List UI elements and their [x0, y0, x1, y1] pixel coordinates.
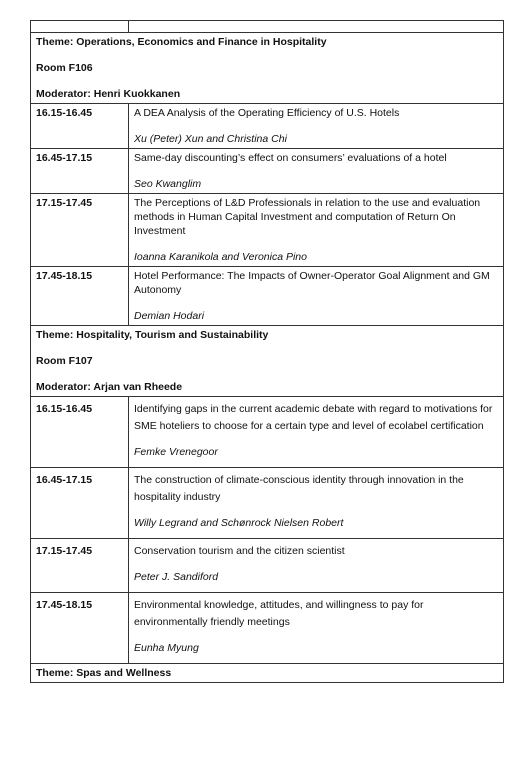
talk-authors: Willy Legrand and Schønrock Nielsen Robert: [134, 517, 344, 529]
talk-time: 16.15-16.45: [31, 104, 129, 149]
talk-authors: Ioanna Karanikola and Veronica Pino: [134, 251, 307, 263]
talk-title: Same-day discounting’s effect on consumers’ evaluations of a hotel: [134, 152, 447, 164]
talk-authors: Demian Hodari: [134, 310, 205, 322]
talk-title: Conservation tourism and the citizen scientist: [134, 545, 345, 557]
session-theme: Theme: Operations, Economics and Finance in Hospitality: [36, 36, 327, 48]
table-row: [31, 593, 504, 664]
session-header: [31, 326, 504, 397]
talk-title: The Perceptions of L&D Professionals in relation to the use and evaluation methods in Human Capital Investment and computation of Return On Investment: [134, 197, 481, 237]
talk-title: Identifying gaps in the current academic debate with regard to motivations for SME hoteliers to choose for a certain type and level of ecolabel certification: [134, 403, 493, 432]
session-header: [31, 33, 504, 104]
session-moderator: Moderator: Arjan van Rheede: [36, 381, 183, 393]
table-row: [31, 267, 504, 326]
talk-title: The construction of climate-conscious identity through innovation in the hospitality industry: [134, 474, 464, 503]
schedule-table: [30, 20, 504, 683]
talk-title: Hotel Performance: The Impacts of Owner-Operator Goal Alignment and GM Autonomy: [134, 270, 490, 296]
talk-authors: Seo Kwanglim: [134, 178, 202, 190]
session-theme: Theme: Spas and Wellness: [36, 667, 172, 679]
talk-title: Environmental knowledge, attitudes, and willingness to pay for environmentally friendly meetings: [134, 599, 424, 628]
talk-authors: Xu (Peter) Xun and Christina Chi: [134, 133, 287, 145]
talk-time: 16.45-17.15: [31, 468, 129, 539]
talk-authors: Femke Vrenegoor: [134, 446, 218, 458]
table-row: [31, 397, 504, 468]
talk-title: A DEA Analysis of the Operating Efficiency of U.S. Hotels: [134, 107, 400, 119]
talk-authors: Peter J. Sandiford: [134, 571, 219, 583]
session-header: [31, 664, 504, 683]
session-theme: Theme: Hospitality, Tourism and Sustainability: [36, 329, 269, 341]
talk-time: 17.45-18.15: [31, 267, 129, 326]
table-row: [31, 149, 504, 194]
session-moderator: Moderator: Henri Kuokkanen: [36, 88, 181, 100]
table-top-empty-row: [31, 21, 504, 33]
talk-time: 17.15-17.45: [31, 539, 129, 593]
talk-time: 16.45-17.15: [31, 149, 129, 194]
table-row: [31, 539, 504, 593]
table-row: [31, 468, 504, 539]
talk-time: 17.45-18.15: [31, 593, 129, 664]
session-room: Room F106: [36, 62, 93, 74]
session-room: Room F107: [36, 355, 93, 367]
table-row: [31, 194, 504, 267]
talk-time: 16.15-16.45: [31, 397, 129, 468]
talk-time: 17.15-17.45: [31, 194, 129, 267]
table-row: [31, 104, 504, 149]
talk-authors: Eunha Myung: [134, 642, 199, 654]
